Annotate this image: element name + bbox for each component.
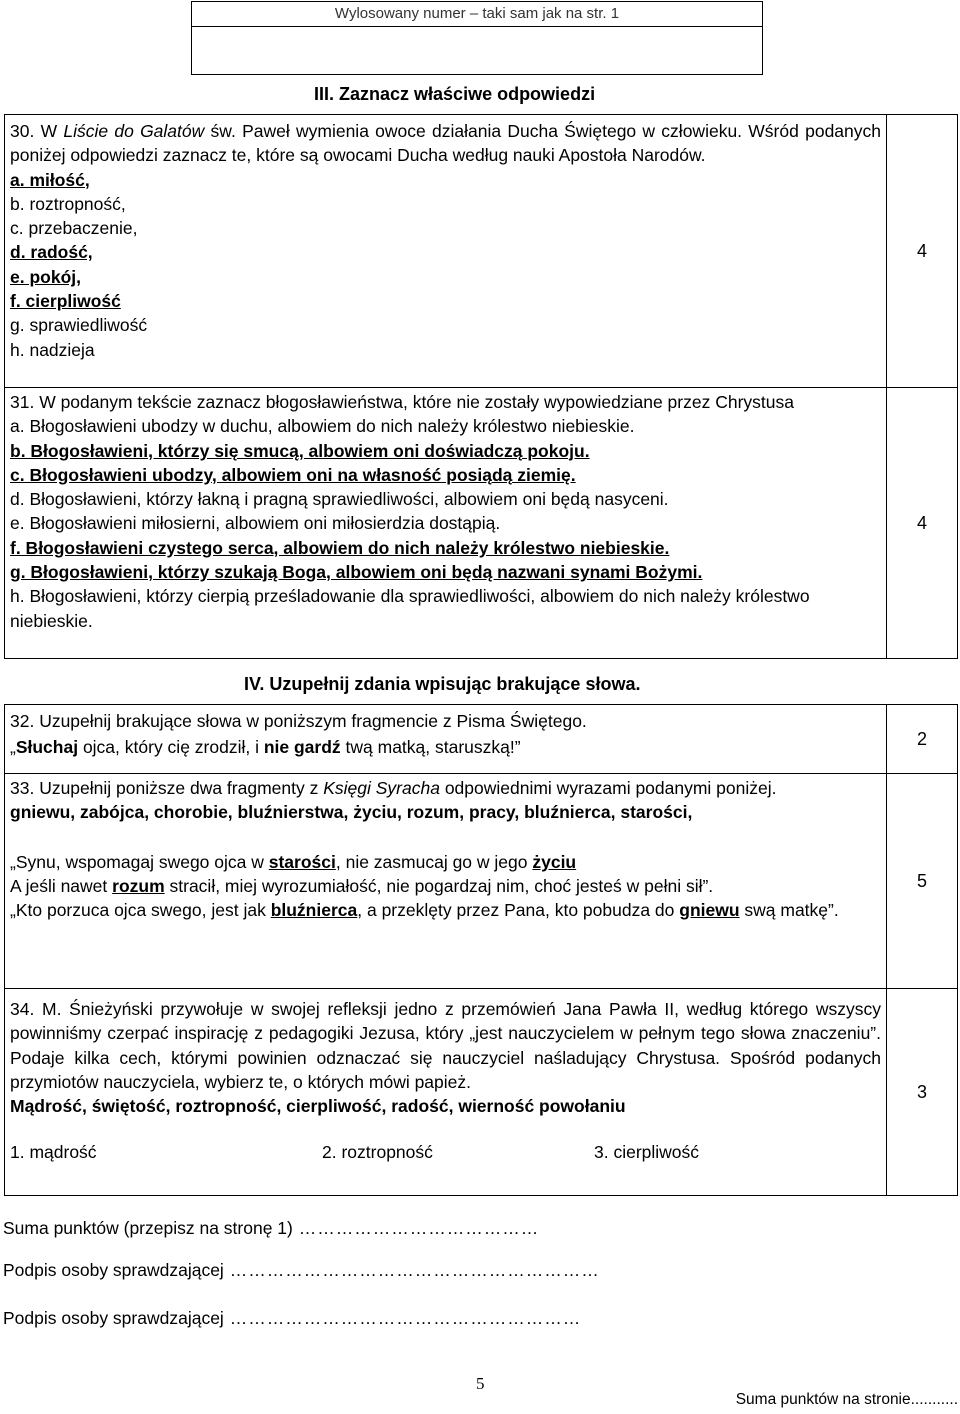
q34-traits: Mądrość, świętość, roztropność, cierpliwość, radość, wierność powołaniu bbox=[10, 1096, 626, 1117]
q32-mid: ojca, który cię zrodził, i bbox=[78, 737, 264, 758]
q33-line2-text-b: stracił, miej wyrozumiałość, nie pogardzaj nim, choć jesteś w pełni sił”. bbox=[164, 875, 714, 896]
q31-option-g[interactable]: g. Błogosławieni, którzy szukają Boga, albowiem oni będą nazwani synami Bożymi. bbox=[10, 562, 703, 583]
q30-option-a[interactable]: a. miłość, bbox=[10, 169, 90, 190]
question-30 bbox=[5, 115, 958, 388]
draw-number-box bbox=[191, 1, 763, 75]
q33-word-bank: gniewu, zabójca, chorobie, bluźnierstwa, życiu, rozum, pracy, bluźnierca, starości, bbox=[10, 802, 693, 823]
q30-option-c[interactable]: c. przebaczenie, bbox=[10, 218, 138, 239]
signature-1-field[interactable]: …………………………………………………… bbox=[223, 1260, 600, 1280]
q32-intro: 32. Uzupełnij brakujące słowa w poniższym fragmencie z Pisma Świętego. bbox=[10, 711, 587, 731]
q30-book-title: Liście do Galatów bbox=[63, 121, 205, 141]
q33-line3-text-c: swą matkę”. bbox=[739, 900, 839, 921]
q30-option-f[interactable]: f. cierpliwość bbox=[10, 291, 121, 312]
signature-row-2 bbox=[3, 1308, 581, 1329]
q34-answer-1[interactable]: 1. mądrość bbox=[10, 1142, 97, 1163]
q30-intro-b: św. Paweł wymienia owoce działania Ducha Świętego w człowieku. Wśród podanych poniżej odpowiedzi zaznacz te, które są owocami Ducha według nauki Apostoła Narodów. bbox=[10, 121, 881, 166]
section-4-title: IV. Uzupełnij zdania wpisując brakujące słowa. bbox=[244, 674, 641, 694]
q33-intro-a: 33. Uzupełnij poniższe dwa fragmenty z bbox=[10, 778, 324, 798]
sum-points-field[interactable]: ………………………………… bbox=[292, 1218, 540, 1238]
section-4-table bbox=[4, 704, 958, 1196]
q31-option-h[interactable]: h. Błogosławieni, którzy cierpią prześladowanie dla sprawiedliwości, albowiem do nich należy królestwo niebieskie. bbox=[10, 586, 810, 631]
q33-points: 5 bbox=[887, 774, 958, 989]
signature-row-1 bbox=[3, 1260, 600, 1281]
q30-option-g[interactable]: g. sprawiedliwość bbox=[10, 315, 148, 336]
q30-option-b[interactable]: b. roztropność, bbox=[10, 193, 126, 214]
q30-intro-a: 30. W bbox=[10, 121, 64, 141]
draw-number-label: Wylosowany numer – taki sam jak na str. 1 bbox=[192, 2, 762, 27]
q34-intro: 34. M. Śnieżyński przywołuje w swojej refleksji jedno z przemówień Jana Pawła II, według którego wszyscy powinniśmy czerpać inspirację z pedagogiki Jezusa, który „jest nauczycielem w pełnym tego słowa znaczeniu”. Podaje kilka cech, którymi powinien odznaczać się nauczyciel naśladujący Chrystusa. Spośród podanych przymiotów nauczyciela, wybierz te, o których mówi papież. bbox=[10, 999, 881, 1092]
q33-answer-rozum[interactable]: rozum bbox=[112, 875, 165, 896]
q33-line1-text-b: , nie zasmucaj go w jego bbox=[335, 851, 533, 872]
signature-1-label: Podpis osoby sprawdzającej bbox=[3, 1260, 224, 1280]
q31-points: 4 bbox=[887, 388, 958, 659]
page-number: 5 bbox=[476, 1374, 485, 1393]
q33-book-title: Księgi Syracha bbox=[323, 778, 440, 798]
q30-option-h[interactable]: h. nadzieja bbox=[10, 339, 95, 360]
q31-option-e[interactable]: e. Błogosławieni miłosierni, albowiem oni miłosierdzia dostąpią. bbox=[10, 513, 501, 534]
q33-line3-text-b: , a przeklęty przez Pana, kto pobudza do bbox=[357, 900, 680, 921]
q34-answer-2[interactable]: 2. roztropność bbox=[322, 1142, 433, 1163]
q30-points: 4 bbox=[887, 115, 958, 388]
page-sum-label: Suma punktów na stronie........... bbox=[735, 1391, 958, 1408]
q32-answer-1[interactable]: Słuchaj bbox=[15, 737, 79, 758]
q31-intro: 31. W podanym tekście zaznacz błogosławieństwa, które nie zostały wypowiedziane przez Chrystusa bbox=[10, 392, 794, 412]
q32-points: 2 bbox=[887, 705, 958, 774]
q34-answer-3[interactable]: 3. cierpliwość bbox=[594, 1142, 700, 1163]
signature-2-field[interactable]: ………………………………………………… bbox=[223, 1308, 582, 1328]
section-3-title: III. Zaznacz właściwe odpowiedzi bbox=[314, 84, 596, 104]
q33-answer-starosci[interactable]: starości bbox=[268, 851, 336, 872]
q33-line1-text: „Synu, wspomagaj swego ojca w bbox=[10, 851, 269, 872]
sum-points-label: Suma punktów (przepisz na stronę 1) bbox=[3, 1218, 293, 1238]
q33-answer-gniewu[interactable]: gniewu bbox=[679, 900, 740, 921]
q33-line3-text: „Kto porzuca ojca swego, jest jak bbox=[10, 900, 271, 921]
q31-option-b[interactable]: b. Błogosławieni, którzy się smucą, albowiem oni doświadczą pokoju. bbox=[10, 440, 590, 461]
q32-answer-2[interactable]: nie gardź bbox=[263, 737, 341, 758]
question-33 bbox=[5, 774, 958, 989]
draw-number-value[interactable] bbox=[192, 27, 762, 74]
q31-option-a[interactable]: a. Błogosławieni ubodzy w duchu, albowiem do nich należy królestwo niebieskie. bbox=[10, 416, 635, 437]
q30-option-e[interactable]: e. pokój, bbox=[10, 266, 81, 287]
question-31 bbox=[5, 388, 958, 659]
section-3-table bbox=[4, 114, 958, 659]
q31-option-d[interactable]: d. Błogosławieni, którzy łakną i pragną sprawiedliwości, albowiem oni będą nasyceni. bbox=[10, 489, 669, 510]
q34-points: 3 bbox=[887, 989, 958, 1196]
question-34 bbox=[5, 989, 958, 1196]
q32-end: twą matką, staruszką!” bbox=[340, 737, 521, 758]
question-32 bbox=[5, 705, 958, 774]
q30-option-d[interactable]: d. radość, bbox=[10, 242, 93, 263]
signature-2-label: Podpis osoby sprawdzającej bbox=[3, 1308, 224, 1328]
q33-answer-zyciu[interactable]: życiu bbox=[532, 851, 577, 872]
sum-points-row bbox=[3, 1218, 539, 1239]
q33-answer-bluznierca[interactable]: bluźnierca bbox=[270, 900, 358, 921]
q31-option-f[interactable]: f. Błogosławieni czystego serca, albowiem do nich należy królestwo niebieskie. bbox=[10, 537, 670, 558]
q33-intro-b: odpowiednimi wyrazami podanymi poniżej. bbox=[439, 778, 777, 798]
q33-line2-text: A jeśli nawet bbox=[10, 875, 113, 896]
q32-quote-open: „ bbox=[10, 737, 16, 758]
q31-option-c[interactable]: c. Błogosławieni ubodzy, albowiem oni na własność posiądą ziemię. bbox=[10, 464, 576, 485]
